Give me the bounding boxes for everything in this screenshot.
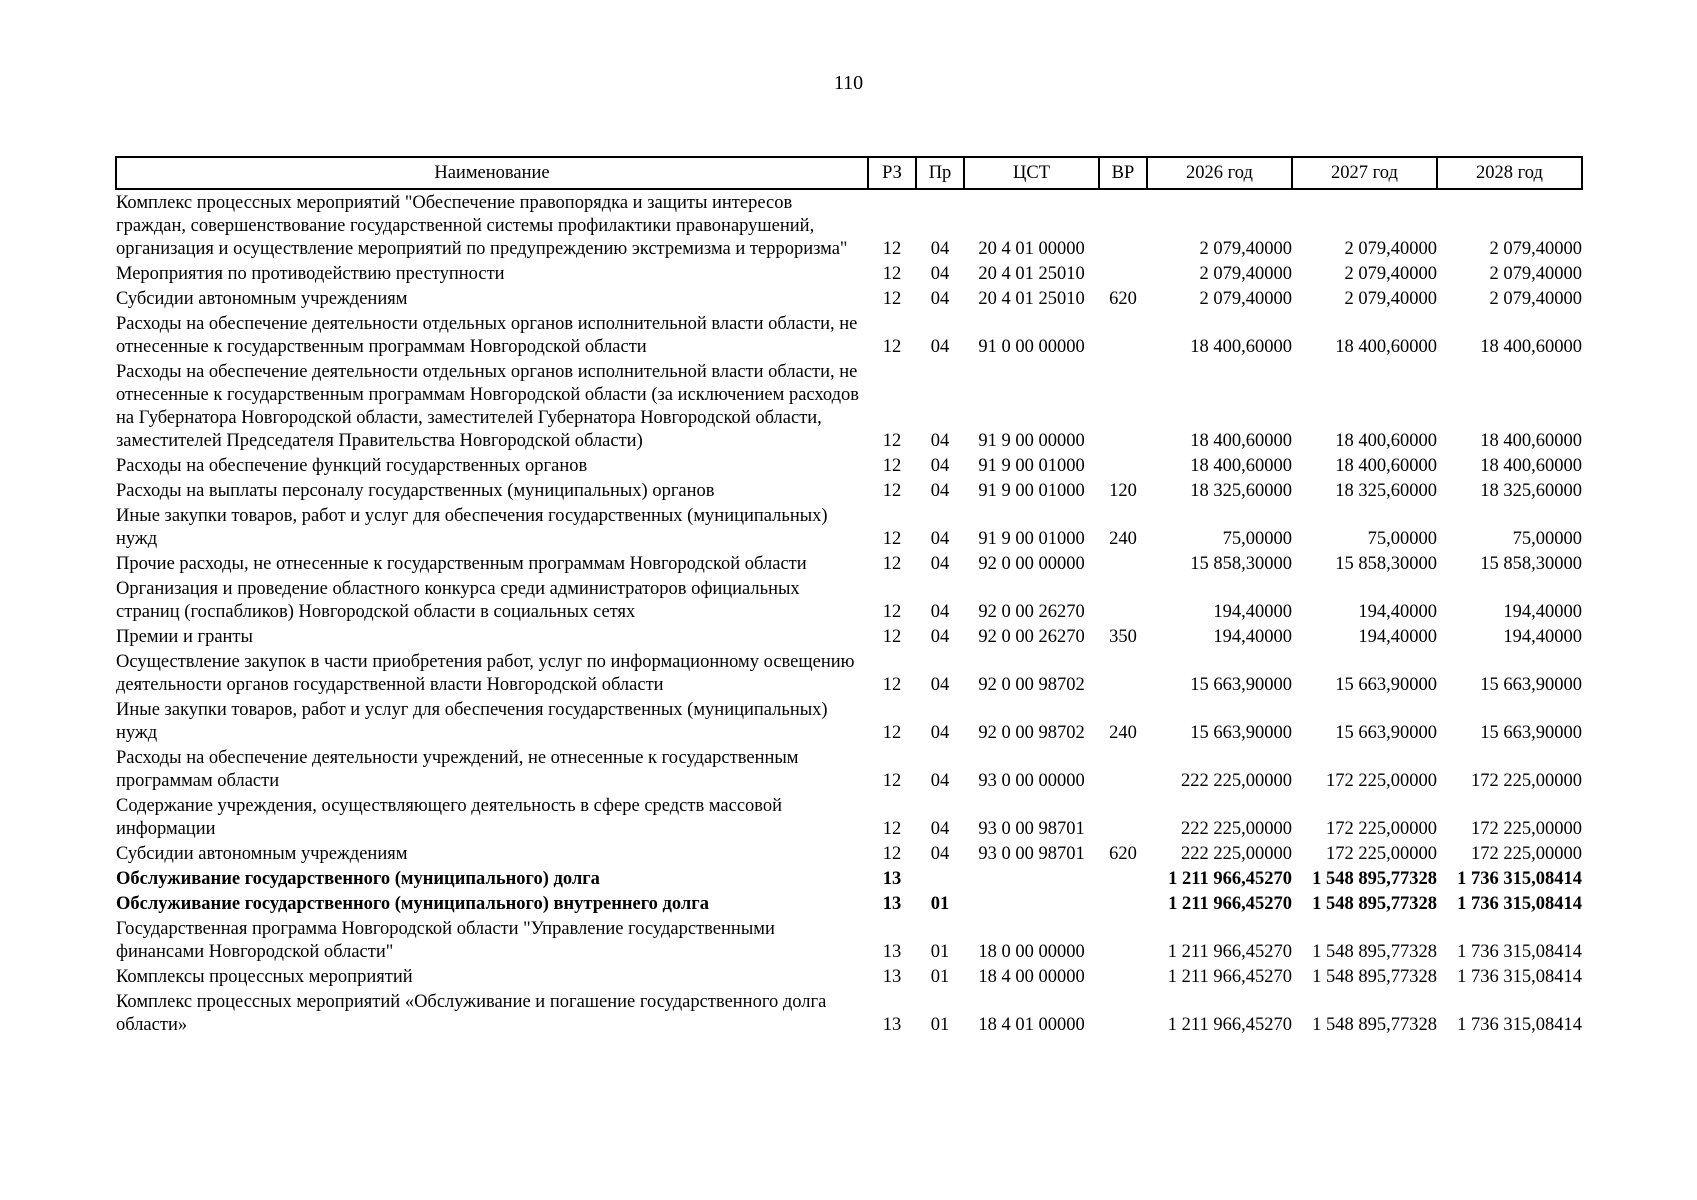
row-value-2027: 2 079,40000	[1344, 264, 1437, 284]
header-row	[116, 157, 1582, 189]
row-value-2027: 18 325,60000	[1335, 481, 1437, 501]
row-pr: 01	[930, 967, 950, 987]
header-cst: ЦСТ	[964, 157, 1099, 189]
row-name: Расходы на обеспечение деятельности отдельных органов исполнительной власти области, не отнесенные к государственным программам Новгородской области (за исключением расходов на Губернатора Новгородской области, заместителей Губернатора Новгородской области, заместителей Председателя Правительства Новгородской области)	[116, 362, 860, 451]
header-2026: 2026 год	[1147, 157, 1292, 189]
row-cst: 93 0 00 98701	[978, 819, 1085, 839]
row-cst: 20 4 01 00000	[978, 239, 1085, 259]
row-value-2026: 194,40000	[1213, 627, 1292, 647]
row-rz: 12	[882, 481, 902, 501]
row-vr: 240	[1109, 723, 1137, 743]
row-value-2026: 18 400,60000	[1190, 337, 1292, 357]
row-value-2028: 15 858,30000	[1480, 554, 1582, 574]
table-row	[116, 189, 1582, 263]
table-row	[116, 455, 1582, 480]
row-rz: 12	[882, 771, 902, 791]
row-cst: 18 0 00 00000	[978, 942, 1085, 962]
table-row	[116, 699, 1582, 747]
row-value-2028: 2 079,40000	[1489, 289, 1582, 309]
row-value-2026: 1 211 966,45270	[1168, 869, 1292, 889]
row-value-2027: 194,40000	[1358, 627, 1437, 647]
row-name: Комплекс процессных мероприятий "Обеспечение правопорядка и защиты интересов граждан, совершенствование государственной системы профилактики правонарушений, организация и осуществление мероприятий по предупреждению экстремизма и терроризма"	[116, 193, 848, 259]
row-vr	[1099, 578, 1147, 626]
table-row	[116, 991, 1582, 1039]
row-value-2028: 1 736 315,08414	[1457, 894, 1582, 914]
row-name: Расходы на обеспечение функций государственных органов	[116, 456, 588, 476]
row-pr: 04	[930, 456, 950, 476]
table-row	[116, 505, 1582, 553]
row-value-2026: 1 211 966,45270	[1168, 894, 1292, 914]
row-vr: 240	[1109, 529, 1137, 549]
table-row	[116, 918, 1582, 966]
row-name: Организация и проведение областного конкурса среди администраторов официальных страниц (госпабликов) Новгородской области в социальных сетях	[116, 579, 800, 622]
row-value-2027: 15 663,90000	[1335, 723, 1437, 743]
budget-table	[115, 156, 1583, 1039]
row-vr	[1099, 893, 1147, 918]
row-vr	[1099, 553, 1147, 578]
row-value-2027: 172 225,00000	[1326, 771, 1437, 791]
row-value-2026: 222 225,00000	[1181, 771, 1292, 791]
row-value-2028: 194,40000	[1503, 602, 1582, 622]
row-value-2026: 15 663,90000	[1190, 723, 1292, 743]
row-cst: 92 0 00 26270	[978, 627, 1085, 647]
row-vr	[1099, 361, 1147, 455]
table-body	[116, 189, 1582, 1039]
row-name: Премии и гранты	[116, 627, 253, 647]
row-rz: 12	[882, 529, 902, 549]
row-name: Мероприятия по противодействию преступности	[116, 264, 505, 284]
row-value-2026: 15 858,30000	[1190, 554, 1292, 574]
table-row	[116, 843, 1582, 868]
row-value-2028: 18 400,60000	[1480, 337, 1582, 357]
row-value-2028: 15 663,90000	[1480, 675, 1582, 695]
table-row	[116, 480, 1582, 505]
row-name: Расходы на обеспечение деятельности учреждений, не отнесенные к государственным программам области	[116, 748, 799, 791]
row-value-2028: 18 400,60000	[1480, 431, 1582, 451]
row-value-2026: 18 400,60000	[1190, 456, 1292, 476]
row-value-2026: 18 400,60000	[1190, 431, 1292, 451]
row-cst: 92 0 00 26270	[978, 602, 1085, 622]
row-cst: 91 9 00 01000	[978, 529, 1085, 549]
row-vr	[1099, 918, 1147, 966]
row-rz: 12	[882, 239, 902, 259]
row-pr: 04	[930, 264, 950, 284]
row-value-2027: 1 548 895,77328	[1312, 967, 1437, 987]
row-name: Обслуживание государственного (муниципального) долга	[116, 869, 600, 889]
row-vr: 120	[1109, 481, 1137, 501]
row-value-2026: 194,40000	[1213, 602, 1292, 622]
row-value-2027: 75,00000	[1367, 529, 1437, 549]
row-rz: 12	[882, 675, 902, 695]
row-cst: 20 4 01 25010	[978, 264, 1085, 284]
row-pr: 04	[930, 337, 950, 357]
row-value-2028: 15 663,90000	[1480, 723, 1582, 743]
row-name: Комплекс процессных мероприятий «Обслуживание и погашение государственного долга области»	[116, 992, 827, 1035]
row-value-2027: 1 548 895,77328	[1312, 869, 1437, 889]
row-pr: 04	[930, 239, 950, 259]
row-value-2026: 1 211 966,45270	[1167, 967, 1292, 987]
row-rz: 12	[882, 554, 902, 574]
row-value-2028: 75,00000	[1512, 529, 1582, 549]
row-vr	[1099, 263, 1147, 288]
row-cst	[964, 868, 1099, 893]
row-value-2028: 194,40000	[1503, 627, 1582, 647]
row-rz: 12	[882, 723, 902, 743]
row-value-2027: 1 548 895,77328	[1312, 942, 1437, 962]
row-pr: 04	[930, 529, 950, 549]
row-vr	[1099, 966, 1147, 991]
table-row	[116, 361, 1582, 455]
row-value-2027: 2 079,40000	[1344, 289, 1437, 309]
row-vr	[1099, 747, 1147, 795]
row-rz: 13	[882, 967, 902, 987]
row-pr: 01	[930, 1015, 950, 1035]
row-value-2027: 1 548 895,77328	[1312, 1015, 1437, 1035]
row-value-2026: 222 225,00000	[1181, 819, 1292, 839]
row-cst: 92 0 00 98702	[978, 723, 1085, 743]
row-value-2026: 1 211 966,45270	[1167, 942, 1292, 962]
page-number: 110	[833, 72, 864, 94]
row-name: Государственная программа Новгородской области "Управление государственными финансами Новгородской области"	[116, 919, 775, 962]
header-pr: Пр	[916, 157, 964, 189]
row-pr: 01	[930, 894, 950, 914]
row-value-2028: 1 736 315,08414	[1457, 967, 1582, 987]
table-row	[116, 795, 1582, 843]
row-rz: 13	[882, 1015, 902, 1035]
row-value-2026: 1 211 966,45270	[1167, 1015, 1292, 1035]
row-value-2028: 18 400,60000	[1480, 456, 1582, 476]
table-row	[116, 966, 1582, 991]
row-name: Субсидии автономным учреждениям	[116, 844, 408, 864]
table-row	[116, 893, 1582, 918]
row-cst: 93 0 00 98701	[978, 844, 1085, 864]
row-name: Субсидии автономным учреждениям	[116, 289, 408, 309]
row-value-2028: 172 225,00000	[1471, 771, 1582, 791]
row-value-2027: 18 400,60000	[1335, 456, 1437, 476]
row-name: Обслуживание государственного (муниципального) внутреннего долга	[116, 894, 709, 914]
row-name: Расходы на обеспечение деятельности отдельных органов исполнительной власти области, не отнесенные к государственным программам Новгородской области	[116, 314, 858, 357]
row-pr: 04	[930, 431, 950, 451]
row-value-2028: 18 325,60000	[1480, 481, 1582, 501]
row-pr: 04	[930, 627, 950, 647]
row-vr	[1099, 455, 1147, 480]
row-value-2028: 172 225,00000	[1471, 819, 1582, 839]
row-value-2027: 194,40000	[1358, 602, 1437, 622]
row-value-2027: 172 225,00000	[1326, 819, 1437, 839]
row-value-2028: 2 079,40000	[1489, 264, 1582, 284]
row-value-2026: 222 225,00000	[1181, 844, 1292, 864]
row-value-2027: 18 400,60000	[1335, 431, 1437, 451]
row-cst: 92 0 00 00000	[978, 554, 1085, 574]
table-row	[116, 288, 1582, 313]
row-rz: 13	[882, 894, 902, 914]
row-cst: 92 0 00 98702	[978, 675, 1085, 695]
row-pr: 04	[930, 675, 950, 695]
row-pr: 04	[930, 554, 950, 574]
row-rz: 12	[882, 456, 902, 476]
row-name: Осуществление закупок в части приобретения работ, услуг по информационному освещению деятельности органов государственной власти Новгородской области	[116, 652, 855, 695]
row-value-2028: 1 736 315,08414	[1457, 1015, 1582, 1035]
row-rz: 12	[882, 264, 902, 284]
row-vr	[1099, 313, 1147, 361]
table-row	[116, 578, 1582, 626]
row-name: Комплексы процессных мероприятий	[116, 967, 413, 987]
row-rz: 12	[882, 602, 902, 622]
row-cst: 18 4 01 00000	[978, 1015, 1085, 1035]
table-row	[116, 651, 1582, 699]
row-vr: 350	[1109, 627, 1137, 647]
row-value-2027: 15 663,90000	[1335, 675, 1437, 695]
row-rz: 12	[882, 337, 902, 357]
header-2028: 2028 год	[1437, 157, 1582, 189]
row-rz: 12	[882, 819, 902, 839]
row-pr: 04	[930, 723, 950, 743]
row-value-2027: 172 225,00000	[1326, 844, 1437, 864]
row-pr	[916, 868, 964, 893]
row-name: Содержание учреждения, осуществляющего деятельность в сфере средств массовой информации	[116, 796, 783, 839]
header-rz: РЗ	[868, 157, 916, 189]
row-value-2027: 1 548 895,77328	[1312, 894, 1437, 914]
row-pr: 04	[930, 289, 950, 309]
row-vr	[1099, 991, 1147, 1039]
row-cst: 18 4 00 00000	[978, 967, 1085, 987]
row-pr: 04	[930, 819, 950, 839]
row-vr	[1099, 651, 1147, 699]
row-vr: 620	[1109, 289, 1137, 309]
row-rz: 12	[882, 844, 902, 864]
row-cst: 93 0 00 00000	[978, 771, 1085, 791]
row-value-2027: 15 858,30000	[1335, 554, 1437, 574]
row-cst	[964, 893, 1099, 918]
row-name: Прочие расходы, не отнесенные к государственным программам Новгородской области	[116, 554, 807, 574]
row-cst: 91 9 00 01000	[978, 456, 1085, 476]
row-value-2028: 172 225,00000	[1471, 844, 1582, 864]
row-name: Расходы на выплаты персоналу государственных (муниципальных) органов	[116, 481, 715, 501]
row-rz: 13	[882, 869, 902, 889]
row-value-2028: 1 736 315,08414	[1457, 942, 1582, 962]
header-2027: 2027 год	[1292, 157, 1437, 189]
row-value-2026: 15 663,90000	[1190, 675, 1292, 695]
row-cst: 91 9 00 00000	[978, 431, 1085, 451]
row-pr: 04	[930, 481, 950, 501]
row-rz: 12	[882, 289, 902, 309]
header-vr: ВР	[1099, 157, 1147, 189]
row-cst: 20 4 01 25010	[978, 289, 1085, 309]
table-row	[116, 626, 1582, 651]
row-rz: 13	[882, 942, 902, 962]
row-pr: 01	[930, 942, 950, 962]
row-value-2026: 2 079,40000	[1199, 289, 1292, 309]
row-vr	[1099, 795, 1147, 843]
row-vr	[1099, 868, 1147, 893]
row-pr: 04	[930, 771, 950, 791]
table-row	[116, 868, 1582, 893]
table-row	[116, 263, 1582, 288]
row-vr: 620	[1109, 844, 1137, 864]
header-name: Наименование	[116, 157, 868, 189]
row-cst: 91 0 00 00000	[978, 337, 1085, 357]
row-name: Иные закупки товаров, работ и услуг для обеспечения государственных (муниципальных) нужд	[116, 700, 828, 743]
row-vr	[1099, 189, 1147, 263]
row-value-2026: 75,00000	[1222, 529, 1292, 549]
row-value-2028: 2 079,40000	[1489, 239, 1582, 259]
row-value-2026: 18 325,60000	[1190, 481, 1292, 501]
row-value-2026: 2 079,40000	[1199, 264, 1292, 284]
row-value-2026: 2 079,40000	[1199, 239, 1292, 259]
table-row	[116, 553, 1582, 578]
row-rz: 12	[882, 627, 902, 647]
table-row	[116, 313, 1582, 361]
row-value-2027: 2 079,40000	[1344, 239, 1437, 259]
row-name: Иные закупки товаров, работ и услуг для обеспечения государственных (муниципальных) нужд	[116, 506, 828, 549]
row-value-2028: 1 736 315,08414	[1457, 869, 1582, 889]
row-cst: 91 9 00 01000	[978, 481, 1085, 501]
row-pr: 04	[930, 602, 950, 622]
row-rz: 12	[882, 431, 902, 451]
row-pr: 04	[930, 844, 950, 864]
row-value-2027: 18 400,60000	[1335, 337, 1437, 357]
table-row	[116, 747, 1582, 795]
